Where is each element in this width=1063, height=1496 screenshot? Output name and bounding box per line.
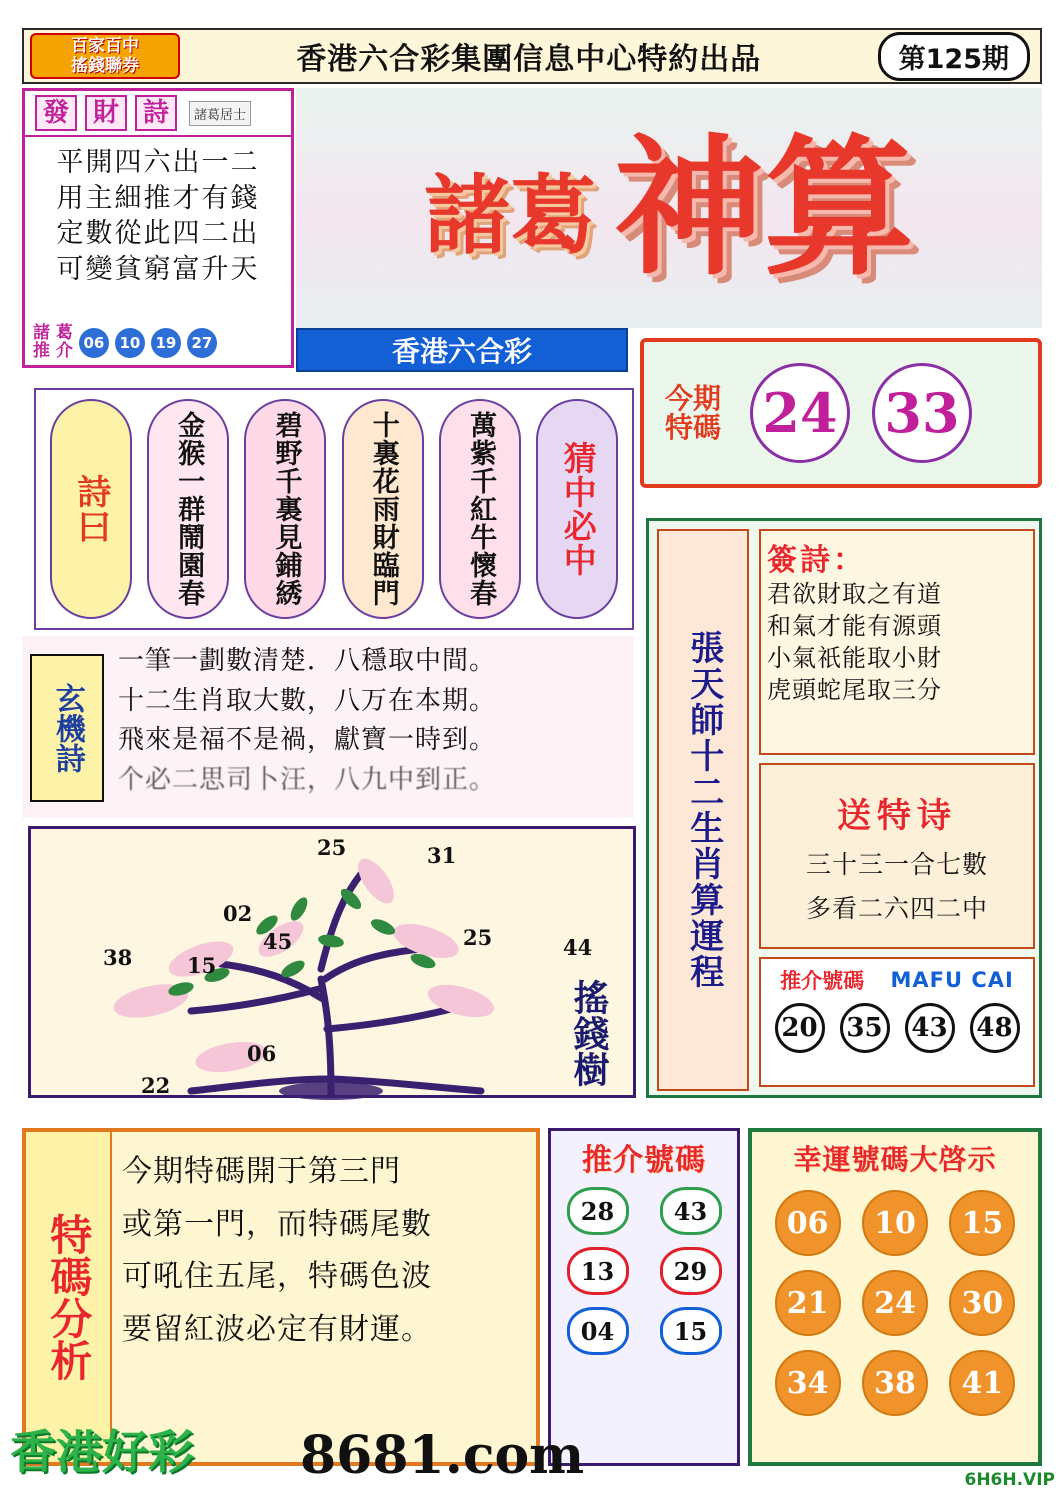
capsule-line: 碧野千裏見鋪綉 — [244, 399, 326, 619]
fortune-poem-lines — [25, 137, 291, 290]
recommend-number-ball: 43 — [905, 1003, 955, 1053]
recommend-number-ball: 48 — [970, 1003, 1020, 1053]
poem-number-ball: 10 — [115, 328, 145, 358]
analysis-line: 今期特碼開于第三門 — [122, 1154, 401, 1189]
hero-title — [296, 88, 1042, 328]
lucky-number-ball: 15 — [949, 1190, 1015, 1256]
tree-number: 06 — [247, 1041, 277, 1066]
analysis-line: 要留紅波必定有財運。 — [122, 1311, 432, 1347]
analysis-line: 可吼住五尾，特碼色波 — [122, 1259, 432, 1294]
brand-logo-line1: 百家百中 — [71, 36, 139, 56]
recommend-numbers-header — [767, 965, 1027, 995]
poem-recommend-label-line2: 推 介 — [33, 341, 73, 362]
recommend-number-ball: 35 — [840, 1003, 890, 1053]
recommend-grid-ball: 29 — [660, 1247, 722, 1295]
poem-author-tag: 諸葛居士 — [189, 101, 251, 126]
tree-number: 38 — [103, 945, 133, 970]
brand-logo-line2: 搖錢聯券 — [71, 56, 139, 76]
xuanji-line: 十二生肖取大數，八万在本期。 — [118, 685, 497, 716]
qianshi-line: 君欲財取之有道 — [767, 580, 942, 608]
recommend-grid-ball: 13 — [567, 1247, 629, 1295]
tree-number: 31 — [427, 843, 457, 868]
recommend-grid-ball: 15 — [660, 1307, 722, 1355]
poem-recommend-row — [25, 325, 291, 361]
poem-recommend-label — [33, 325, 73, 361]
qianshi-line: 和氣才能有源頭 — [767, 611, 942, 640]
fortune-poem-header — [25, 91, 291, 137]
tree-number: 15 — [187, 953, 217, 978]
lucky-number-ball: 06 — [775, 1190, 841, 1256]
recommend-grid-row — [551, 1307, 737, 1355]
tree-number: 25 — [463, 925, 493, 950]
lucky-number-ball: 34 — [775, 1350, 841, 1416]
poem-number-ball: 19 — [151, 328, 181, 358]
lucky-number-ball: 10 — [862, 1190, 928, 1256]
tree-number: 45 — [263, 929, 293, 954]
master-section — [646, 518, 1042, 1098]
page-title: 香港六合彩集團信息中心特約出品 — [296, 42, 762, 77]
tree-number: 44 — [563, 935, 593, 960]
master-title: 張天師十二生肖算運程 — [657, 529, 749, 1091]
qianshi-box — [759, 529, 1035, 755]
tree-number: 02 — [223, 901, 253, 926]
capsule-line: 萬紫千紅牛懷春 — [439, 399, 521, 619]
poem-capsule-row — [34, 388, 634, 630]
analysis-line: 或第一門，而特碼尾數 — [122, 1206, 432, 1242]
issue-badge: 第125期 — [878, 32, 1030, 81]
xuanji-label: 玄機詩 — [30, 654, 104, 802]
lucky-number-ball: 38 — [862, 1350, 928, 1416]
poem-line: 平開四六出一二 — [56, 147, 260, 178]
lottery-name-bar: 香港六合彩 — [296, 328, 628, 372]
brand-logo — [30, 33, 180, 79]
page-header — [22, 28, 1042, 84]
xuanji-line: 个必二思司卜汪，八九中到正。 — [118, 764, 497, 795]
recommend-grid-title: 推介號碼 — [582, 1143, 706, 1178]
songte-line: 三十三一合七數 — [805, 849, 988, 879]
xuanji-line: 飛來是福不是禍，獻寶一時到。 — [118, 725, 497, 756]
qianshi-title: 簽詩： — [767, 543, 866, 578]
lucky-number-ball: 24 — [862, 1270, 928, 1336]
poem-number-ball: 27 — [187, 328, 217, 358]
recommend-grid-rows — [551, 1187, 737, 1355]
recommend-numbers-label-en: MAFU CAI — [890, 968, 1014, 992]
poem-head-char-3: 詩 — [135, 95, 177, 131]
lucky-numbers-grid — [764, 1190, 1026, 1416]
lucky-number-ball: 21 — [775, 1270, 841, 1336]
songte-box — [759, 763, 1035, 949]
poem-line: 定數從此四二出 — [56, 218, 260, 250]
capsule-slogan: 猜中必中 — [536, 399, 618, 619]
xuanji-line: 一筆一劃數清楚．八穩取中間。 — [118, 646, 497, 676]
poem-head-char-1: 發 — [35, 95, 77, 131]
special-number-ball: 24 — [750, 363, 850, 463]
songte-line: 多看二六四二中 — [805, 893, 988, 923]
xuanji-lines — [118, 642, 630, 800]
poem-number-ball: 06 — [79, 328, 109, 358]
watermark-left: 香港好彩 — [10, 1425, 194, 1479]
money-tree-illustration — [28, 826, 636, 1098]
qianshi-line: 虎頭蛇尾取三分 — [767, 675, 942, 704]
lucky-numbers-box — [748, 1128, 1042, 1466]
recommend-grid-row — [551, 1187, 737, 1235]
poem-recommend-label-line1: 諸 葛 — [33, 323, 73, 344]
poem-head-char-2: 財 — [85, 95, 127, 131]
lucky-number-ball: 41 — [949, 1350, 1015, 1416]
money-tree-label: 搖錢樹 — [568, 979, 610, 1087]
songte-title: 送特诗 — [837, 795, 957, 836]
qianshi-line: 小氣祇能取小財 — [767, 643, 942, 672]
hero-title-part1: 諸葛 — [423, 165, 596, 266]
recommend-grid-box — [548, 1128, 740, 1466]
xuanji-poem-section — [22, 636, 634, 818]
recommend-numbers-box — [759, 957, 1035, 1087]
recommend-grid-ball: 43 — [660, 1187, 722, 1235]
special-number-label: 今期特碼 — [664, 381, 721, 444]
watermark-right: 6H6H.VIP — [964, 1470, 1055, 1490]
capsule-line: 十裏花雨財臨門 — [342, 399, 424, 619]
tree-number: 25 — [317, 835, 347, 860]
capsule-title: 詩曰 — [50, 399, 132, 619]
special-number-ball: 33 — [872, 363, 972, 463]
poem-line: 可變貧窮富升天 — [56, 253, 260, 285]
recommend-grid-ball: 28 — [567, 1187, 629, 1235]
lucky-number-ball: 30 — [949, 1270, 1015, 1336]
watermark-site: 8681.com — [300, 1425, 585, 1486]
poem-line: 用主細推才有錢 — [56, 182, 260, 214]
special-number-box — [640, 338, 1042, 488]
recommend-number-ball: 20 — [775, 1003, 825, 1053]
tree-number: 22 — [141, 1073, 171, 1098]
lucky-numbers-title: 幸運號碼大啓示 — [793, 1143, 997, 1176]
special-analysis-text — [112, 1132, 536, 1462]
fortune-poem-box — [22, 88, 294, 368]
special-analysis-label: 特碼分析 — [26, 1132, 112, 1462]
recommend-grid-ball: 04 — [567, 1307, 629, 1355]
recommend-numbers-label-cn: 推介號碼 — [780, 968, 865, 993]
recommend-grid-row — [551, 1247, 737, 1295]
hero-title-part2: 神算 — [613, 119, 914, 296]
capsule-line: 金猴一群鬧園春 — [147, 399, 229, 619]
recommend-numbers-row — [767, 1003, 1027, 1053]
